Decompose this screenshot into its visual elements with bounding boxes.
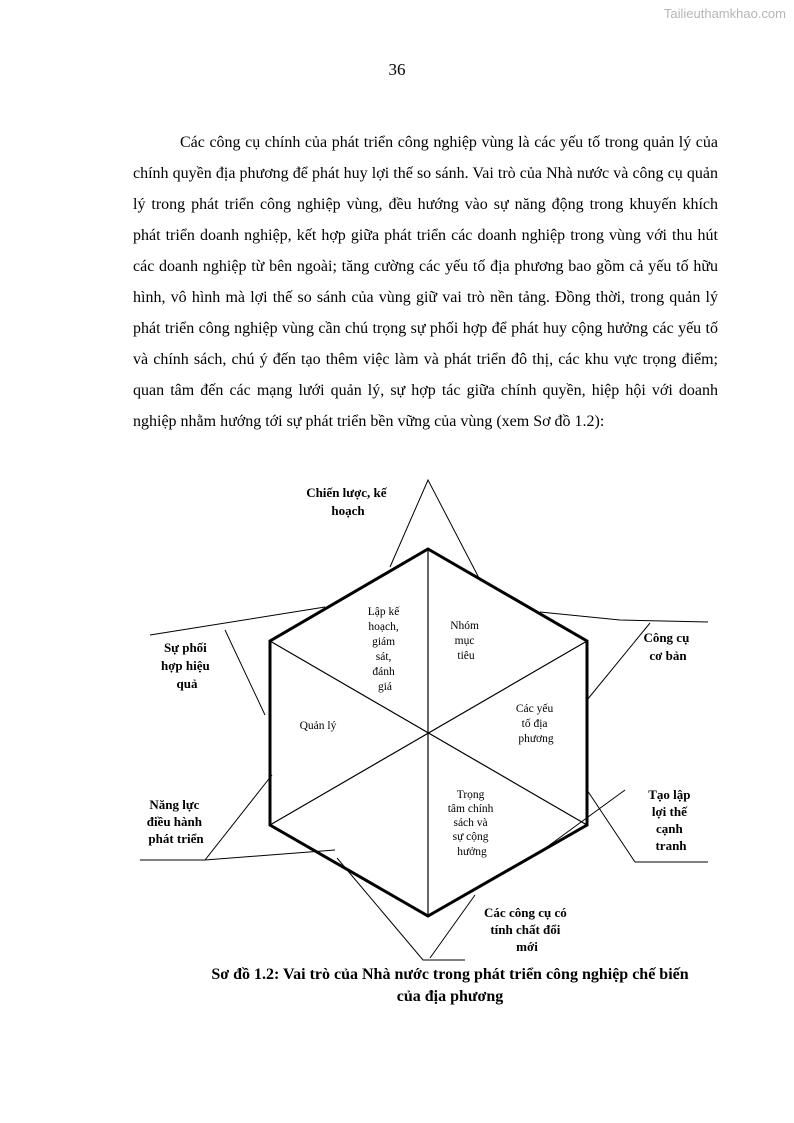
caption-line-2: của địa phương <box>396 988 504 1005</box>
label-effective-coordination: Sự phối hợp hiệu quả <box>161 640 210 691</box>
spike-upper-right <box>540 612 708 622</box>
label-innovative-tools: Các công cụ có tính chất đổi mới <box>484 905 567 954</box>
spike-lower-right-inner <box>540 790 625 852</box>
body-paragraph: Các công cụ chính của phát triển công nghiệp vùng là các yếu tố trong quản lý của chính quyền địa phương để phát huy lợi thế so sánh. Vai trò của Nhà nước và công cụ quản lý trong phát triển công nghiệp vùng, đều hướng vào sự năng động trong khuyến khích phát triển doanh nghiệp, kết hợp giữa phát triển các doanh nghiệp trong vùng với thu hút các doanh nghiệp từ bên ngoài; tăng cường các yếu tố địa phương bao gồm cả yếu tố hữu hình, vô hình mà lợi thế so sánh của vùng giữ vai trò nền tảng. Đồng thời, trong quản lý phát triển công nghiệp vùng cần chú trọng sự phối hợp để phát huy cộng hưởng các yếu tố và chính sách, chú ý đến tạo thêm việc làm và phát triển đô thị, các khu vực trọng điểm; quan tâm đến các mạng lưới quản lý, sự hợp tác giữa chính quyền, hiệp hội với doanh nghiệp nhằm hướng tới sự phát triển bền vững của vùng (xem Sơ đồ 1.2): <box>133 134 718 430</box>
spike-bottom-inner <box>430 895 475 958</box>
label-target-group: Nhóm mục tiêu <box>450 620 479 662</box>
page-number: 36 <box>388 60 406 79</box>
spike-upper-left-connector <box>225 630 265 715</box>
watermark: Tailieuthamkhao.com <box>663 6 786 21</box>
label-development-capacity: Năng lực điều hành phát triển <box>146 797 204 846</box>
label-management: Quản lý <box>299 720 337 732</box>
figure-caption <box>0 964 794 1008</box>
label-local-factors: Các yếu tố địa phương <box>515 703 554 745</box>
caption-line-1: Sơ đồ 1.2: Vai trò của Nhà nước trong phát triển công nghiệp chế biến <box>211 966 689 983</box>
label-planning-monitoring: Lập kế hoạch, giám sát, đánh giá <box>367 606 400 693</box>
label-strategy-plan: Chiến lược, kế hoạch <box>306 485 387 518</box>
spike-upper-right-inner <box>587 623 650 700</box>
spike-upper-left <box>150 607 325 635</box>
label-policy-focus: Trọng tâm chính sách và sự cộng hưởng <box>447 789 494 858</box>
label-basic-tools: Công cụ cơ bản <box>643 630 690 663</box>
label-competitive-advantage: Tạo lập lợi thế cạnh tranh <box>648 787 691 853</box>
